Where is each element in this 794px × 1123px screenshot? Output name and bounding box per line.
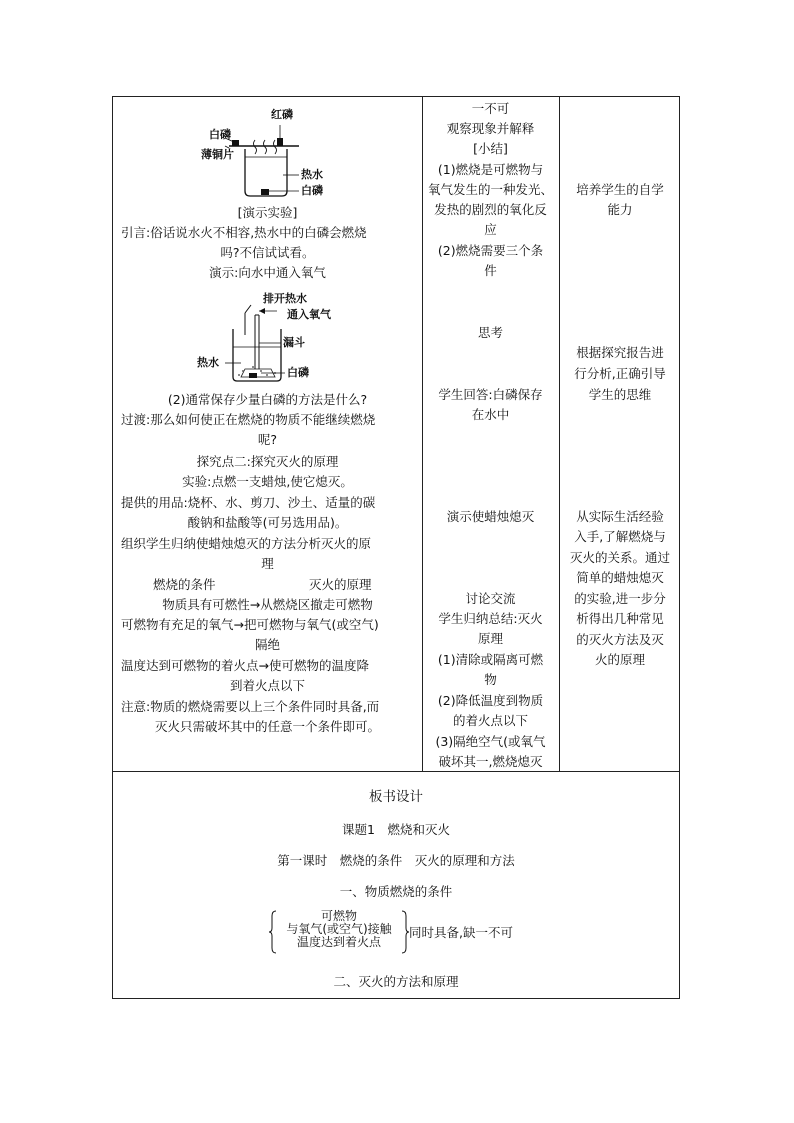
note-text-line: 灭火只需破坏其中的任意一个条件即可。 (154, 719, 380, 734)
session-title: 第一课时 燃烧的条件 灭火的原理和方法 (277, 853, 515, 868)
condition-principle-pair: 隔绝 (254, 637, 280, 652)
summary-text: 氧气发生的一种发光、 (427, 182, 553, 197)
supplies-text-line: 提供的用品:烧杯、水、剪刀、沙土、适量的碳 (121, 495, 376, 510)
student-text: 一不可 (471, 101, 510, 116)
design-intent-text: 灭火的关系。通过 (569, 550, 670, 565)
condition-list (277, 910, 401, 949)
discuss-text: 讨论交流 (465, 591, 516, 606)
condition-item: 可燃物 (320, 909, 357, 923)
condition-principle-pair: 可燃物有充足的氧气→把可燃物与氧气(或空气) (121, 617, 379, 632)
design-intent-column (559, 97, 681, 771)
transition-text-line: 过渡:那么如何使正在燃烧的物质不能继续燃烧 (121, 412, 376, 427)
method-item: 物 (484, 672, 497, 687)
method-item: (1)清除或隔离可燃 (437, 652, 544, 667)
board-design-section (113, 772, 679, 998)
board-title: 板书设计 (369, 789, 423, 805)
method-item: (2)降低温度到物质 (437, 693, 544, 708)
student-text: 观察现象并解释 (446, 121, 535, 136)
condition-principle-pair: 到着火点以下 (229, 678, 305, 693)
design-intent-text: 能力 (607, 202, 633, 217)
diagram-label-oxygen: 通入氧气 (287, 308, 331, 321)
left-brace-icon (269, 910, 277, 954)
design-intent-text: 行分析,正确引导 (574, 366, 666, 381)
design-intent-text: 的实验,进一步分 (574, 591, 666, 606)
student-activity-column (422, 97, 559, 771)
summary-text: (2)燃烧需要三个条 (437, 243, 544, 258)
demo-instruction: 演示:向水中通入氧气 (209, 265, 326, 280)
experiment-text: 实验:点燃一支蜡烛,使它熄灭。 (182, 474, 353, 489)
summary-text: (1)燃烧是可燃物与 (437, 162, 544, 177)
explore-point-2: 探究点二:探究灭火的原理 (196, 454, 339, 469)
combustion-conditions-header: 燃烧的条件 (153, 577, 216, 592)
design-intent-text: 从实际生活经验 (576, 509, 664, 524)
question-2: (2)通常保存少量白磷的方法是什么? (167, 392, 368, 407)
design-intent-text: 火的原理 (594, 652, 645, 667)
design-intent-text: 简单的蜡烛熄灭 (576, 570, 664, 585)
condition-principle-pair: 温度达到可燃物的着火点→使可燃物的温度降 (121, 658, 369, 673)
diagram-label-white-phosphorus: 白磷 (287, 366, 309, 379)
summary-text: 应 (484, 222, 497, 237)
demo-candle-text: 演示使蜡烛熄灭 (446, 509, 535, 524)
method-item: (3)隔绝空气(或氧气 (435, 734, 546, 749)
conditions-brace-group (269, 910, 529, 956)
design-intent-text: 入手,了解燃烧与 (574, 529, 666, 544)
method-item: 破坏其一,燃烧熄灭 (438, 754, 543, 769)
diagram-label-funnel: 漏斗 (283, 336, 305, 349)
diagram-label-red-phosphorus: 红磷 (271, 108, 293, 121)
condition-item: 温度达到着火点 (296, 935, 381, 949)
supplies-text-line: 酸钠和盐酸等(可另选用品)。 (187, 515, 348, 530)
diagram-label-white-phosphorus: 白磷 (209, 128, 231, 141)
lesson-table (112, 96, 680, 999)
transition-text-line: 呢? (257, 432, 278, 447)
think-text: 思考 (477, 325, 503, 340)
summary-heading: [小结] (473, 141, 508, 156)
note-text-line: 注意:物质的燃烧需要以上三个条件同时具备,而 (121, 699, 380, 714)
right-brace-icon (401, 910, 409, 954)
design-intent-text: 的灭火方法及灭 (576, 632, 664, 647)
organize-text-line: 组织学生归纳使蜡烛熄灭的方法分析灭火的原 (121, 536, 372, 551)
teacher-activity-column (113, 97, 422, 771)
diagram-label-white-phosphorus-bottom: 白磷 (301, 184, 323, 197)
organize-text-line: 理 (261, 556, 274, 571)
section-heading: 一、物质燃烧的条件 (339, 884, 453, 899)
student-summary: 原理 (477, 631, 503, 646)
method-item: 的着火点以下 (452, 713, 528, 728)
conditions-note: 同时具备,缺一不可 (409, 925, 513, 940)
demo-heading: [演示实验] (237, 205, 298, 220)
design-intent-text: 析得出几种常见 (576, 611, 664, 626)
design-intent-text: 培养学生的自学 (576, 182, 664, 197)
student-answer: 学生回答:白磷保存 (438, 387, 543, 402)
diagram-label-hot-water: 热水 (301, 168, 323, 181)
summary-text: 发热的剧烈的氧化反 (434, 202, 547, 217)
diagram-label-copper-sheet: 薄铜片 (201, 148, 234, 161)
summary-text: 件 (484, 263, 497, 278)
lesson-title: 课题1 燃烧和灭火 (342, 822, 450, 837)
design-intent-text: 根据探究报告进 (576, 345, 664, 360)
diagram-label-drain: 排开热水 (263, 292, 307, 305)
design-intent-text: 学生的思维 (588, 387, 652, 402)
intro-text-line: 引言:俗话说水火不相容,热水中的白磷会燃烧 (121, 225, 367, 240)
student-answer: 在水中 (471, 407, 510, 422)
condition-principle-pair: 物质具有可燃性→从燃烧区撤走可燃物 (162, 597, 373, 612)
intro-text-line: 吗?不信试试看。 (220, 245, 315, 260)
student-summary: 学生归纳总结:灭火 (438, 611, 543, 626)
section-heading: 二、灭火的方法和原理 (333, 974, 459, 989)
extinguish-principle-header: 灭火的原理 (309, 577, 372, 592)
condition-item: 与氧气(或空气)接触 (286, 922, 392, 936)
diagram-label-hot-water: 热水 (197, 356, 219, 369)
